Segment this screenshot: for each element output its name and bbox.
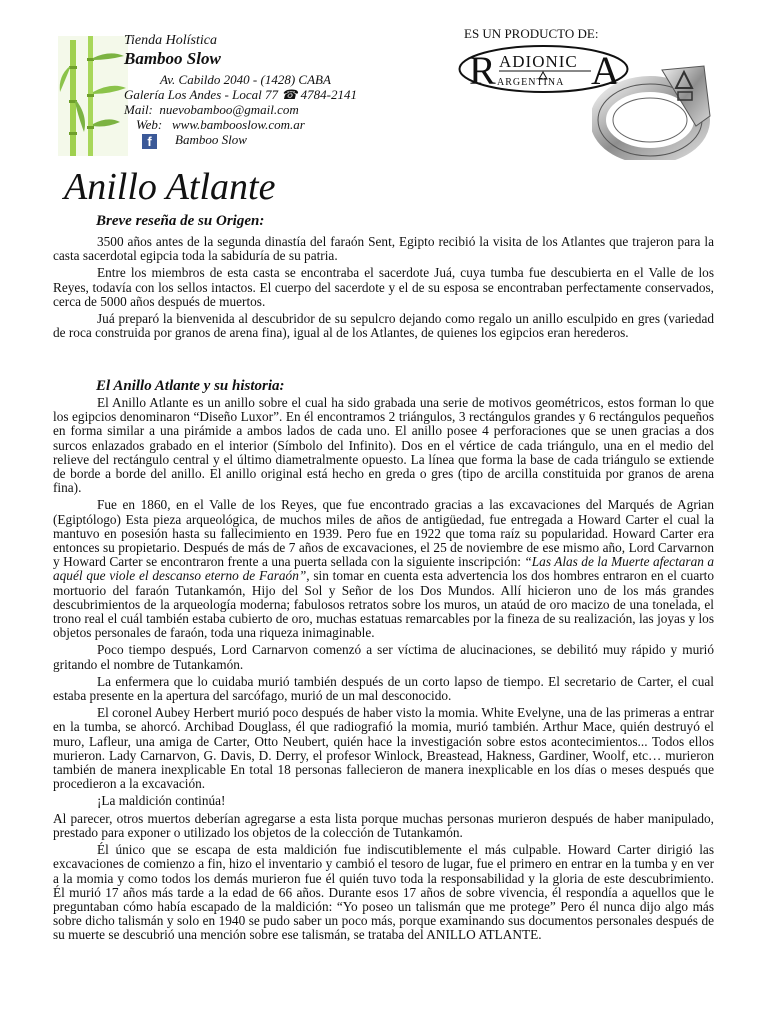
history-paragraph: Él único que se escapa de esta maldición fue indiscutiblemente el más culpable. Howard Carter dirigió las excavaciones de comienzo a fin, hizo el inventario y cambió el tesoro de lugar, fue el primero en entrar en la tumba y en ver a la momia y como todos los demás murieron fue él quién tuvo toda la responsabilidad y la gloria de este descubrimiento. Él murió 17 años más tarde a la edad de 66 años. Durante esos 17 años de sobre vivencia, él respondía a aquellos que le preguntaban cómo había escapado de la maldición: “Yo poseo un talismán que me protege” Pero él nunca dijo algo más sobre dicho talismán y solo en 1940 se pudo saber un poco más, porque examinando sus documentos personales después de su muerte se descubrió una mención sobre ese talismán, se trataba del ANILLO ATLANTE.	[53, 842, 714, 943]
history-paragraph: Al parecer, otros muertos deberían agregarse a esta lista porque muchas personas murieron después de haber manipulado, prestado para exponer o utilizado los objetos de la colección de Tutankamón.	[53, 810, 714, 840]
bamboo-illustration	[58, 36, 128, 156]
logo-top-word: ADIONIC	[499, 52, 578, 71]
logo-letter-a: A	[591, 48, 620, 93]
facebook-line	[142, 132, 247, 149]
origin-paragraph: 3500 años antes de la segunda dinastía del faraón Sent, Egipto recibió la visita de los Atlantes que trajeron para la casta sacerdotal egipcia toda la sabiduría de su patria.	[53, 234, 714, 264]
store-name: Bamboo Slow	[124, 49, 221, 68]
history-paragraph: El coronel Aubey Herbert murió poco después de haber visto la momia. White Evelyne, una de las primeras a entrar en la tumba, se ahorcó. Archibad Douglass, él que radiografió la momia, murió también. Arthur Mace, quién destruyó el muro, Lafleur, una amiga de Carter, Otto Neubert, quién hace la investigación sobre estos acontecimientos... Todos ellos murieron. Lady Carnarvon, G. Davis, D. Derry, el profesor Winlock, Breastead, Hakness, Gardiner, Woolf, etc… murieron también de manera inexplicable En total 18 personas fallecieron de manera inexplicable en los días o meses después que procedieron a la excavación.	[53, 705, 714, 792]
store-mail-line	[124, 102, 424, 117]
section-heading-history: El Anillo Atlante y su historia:	[96, 378, 285, 394]
store-address: Av. Cabildo 2040 - (1428) CABA	[160, 72, 331, 87]
store-gallery-phone: Galería Los Andes - Local 77 ☎ 4784-2141	[124, 87, 357, 102]
history-paragraph: ¡La maldición continúa!	[97, 793, 226, 809]
section-history-body	[53, 396, 714, 946]
product-of-label: ES UN PRODUCTO DE:	[464, 26, 599, 41]
logo-letter-r: R	[469, 48, 496, 93]
web-label: Web:	[136, 117, 163, 132]
history-paragraph: Poco tiempo después, Lord Carnarvon comenzó a ser víctima de alucinaciones, se debilitó muy rápido y murió gritando el nombre de Tutankamón.	[53, 642, 714, 672]
atlante-ring-image	[592, 56, 717, 160]
store-type: Tienda Holística	[124, 33, 217, 48]
tomb-inscription-quote: “Las Alas de la Muerte afectaran a aquél que viole el descanso eterno de Faraón”	[53, 554, 714, 584]
mail-address[interactable]: nuevobamboo@gmail.com	[159, 102, 299, 117]
store-info	[124, 32, 357, 132]
page-title: Anillo Atlante	[64, 166, 276, 208]
history-paragraph	[53, 498, 714, 640]
mail-label: Mail:	[124, 102, 153, 117]
history-paragraph: El Anillo Atlante es un anillo sobre el cual ha sido grabada una serie de motivos geométricos, estos forman lo que los egipcios denominaron “Diseño Luxor”. En él encontramos 2 triángulos, 3 rectángulos grandes y 6 rectángulos pequeños en forma similar a una pirámide a ambos lados de cada uno. El anillo posee 4 perforaciones que se unen gracias a dos surcos enlazados grabado en el interior (Símbolo del Infinito). Dos en el vértice de cada triángulo, una en el medio del relieve del rectángulo central y el último diametralmente opuesto. La línea que forma la base de cada triángulo se extiende de borde a borde del anillo. El anillo original está hecho en greda o gres (tipo de arcilla constituida por granos de arena fina).	[53, 395, 714, 496]
store-web-line	[136, 117, 436, 132]
origin-paragraph: Entre los miembros de esta casta se encontraba el sacerdote Juá, cuya tumba fue descubierta en el Valle de los Reyes, todavía con los sellos intactos. El cuerpo del sacerdote y el de su esposa se encontraban perfectamente conservados, cerca de 5000 años después de muertos.	[53, 265, 714, 309]
section-origin-body	[53, 235, 714, 343]
logo-bottom-word: ARGENTINA	[497, 77, 565, 88]
web-address[interactable]: www.bambooslow.com.ar	[172, 117, 305, 132]
history-text: , sin tomar en cuenta esta advertencia los dos hombres entraron en el cuarto mortuorio del faraón Tutankamón, Hijo del Sol y Señor de los Dos Mundos. Allí hicieron uno de los más grandes descubrimientos de la arqueología moderna; fabulosos retratos sobre los muros, un ataúd de oro macizo de una tonelada, el trono real el cuál también estaba cubierto de oro, muchas estatuas remarcables por la fineza de su realización, las joyas y los objetos personales de faraón, toda una riqueza inimaginable.	[53, 568, 714, 641]
history-text: Fue en 1860, en el Valle de los Reyes, que fue encontrado gracias a las excavaciones del Marqués de Agrian (Egiptólogo) Esta pieza arqueológica, de muchos miles de años de antigüedad, fue entregada a Howard Carter el cual la mantuvo en posesión hasta su fallecimiento en 1939. Pero fue en 1922 que toma raíz su popularidad. Howard Carter era entonces su propietario. Después de más de 7 años de excavaciones, el 25 de noviembre de ese mismo año, Lord Carvarnon y Howard Carter se encontraron frente a una puerta sellada con la siguiente inscripción:	[53, 497, 714, 570]
section-heading-origin: Breve reseña de su Origen:	[96, 213, 265, 229]
history-paragraph: La enfermera que lo cuidaba murió también después de un corto lapso de tiempo. El secretario de Carter, el cual estaba presente en la apertura del sarcófago, murió de un mal desconocido.	[53, 673, 714, 704]
facebook-name: Bamboo Slow	[175, 132, 247, 147]
origin-paragraph: Juá preparó la bienvenida al descubridor de su sepulcro dejando como regalo un anillo esculpido en gres (variedad de roca construida por granos de arena fina), igual al de los Atlantes, de quienes los egipcios eran herederos.	[53, 311, 714, 341]
facebook-icon[interactable]: f	[142, 134, 157, 149]
